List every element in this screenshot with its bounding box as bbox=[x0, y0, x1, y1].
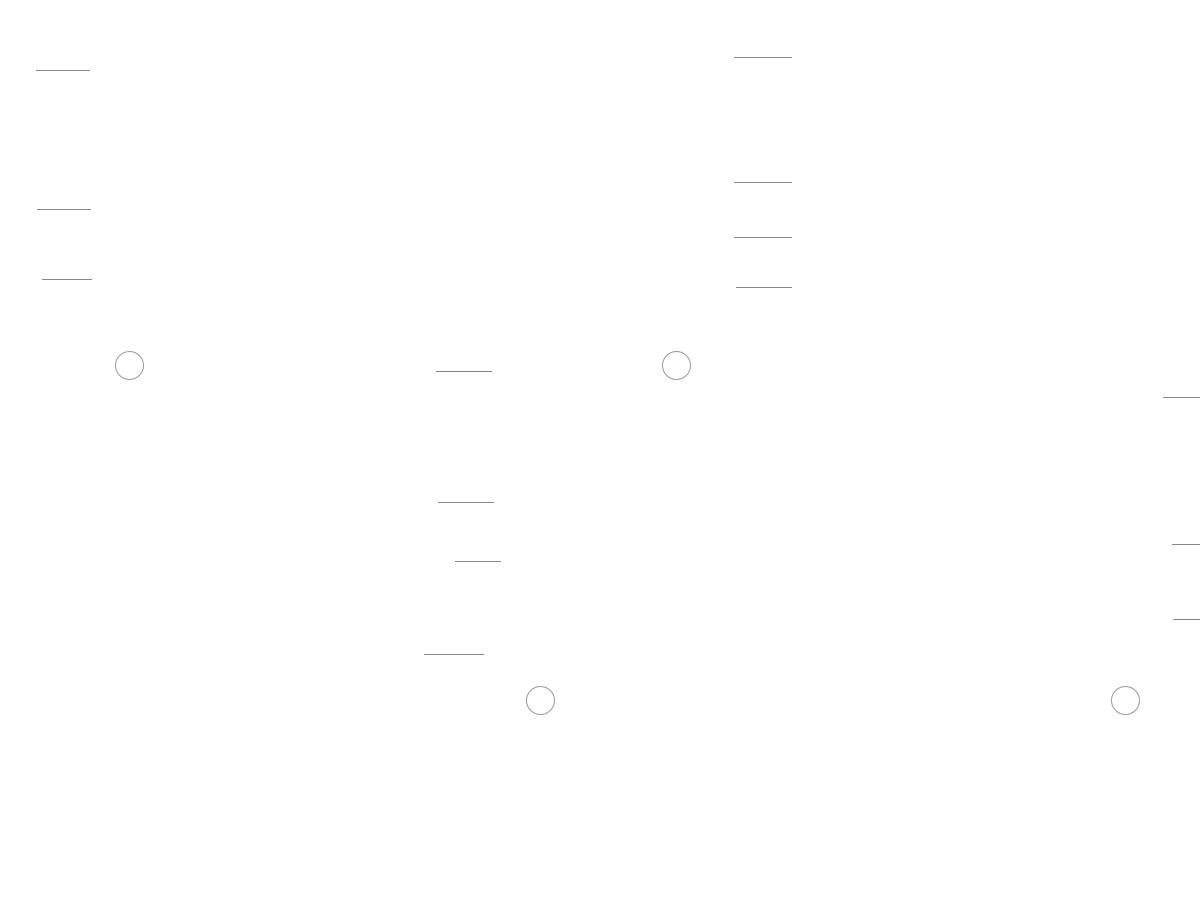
elevation-mark bbox=[734, 236, 792, 238]
elevation-mark bbox=[455, 560, 501, 562]
axis-marker bbox=[1111, 686, 1140, 715]
axis-marker bbox=[662, 351, 691, 380]
ground-level-label bbox=[736, 286, 792, 288]
elevation-mark bbox=[1173, 618, 1200, 620]
elevation-mark bbox=[42, 278, 92, 280]
elevation-mark bbox=[1163, 396, 1200, 398]
ground-level-label bbox=[424, 653, 484, 655]
elevation-mark bbox=[36, 69, 90, 71]
axis-marker bbox=[115, 351, 144, 380]
elevation-mark bbox=[1172, 543, 1200, 545]
axis-marker bbox=[526, 686, 555, 715]
elevation-mark bbox=[734, 56, 792, 58]
elevation-mark bbox=[436, 370, 492, 372]
elevation-mark bbox=[438, 501, 494, 503]
elevation-mark bbox=[37, 208, 91, 210]
elevation-mark bbox=[734, 181, 792, 183]
